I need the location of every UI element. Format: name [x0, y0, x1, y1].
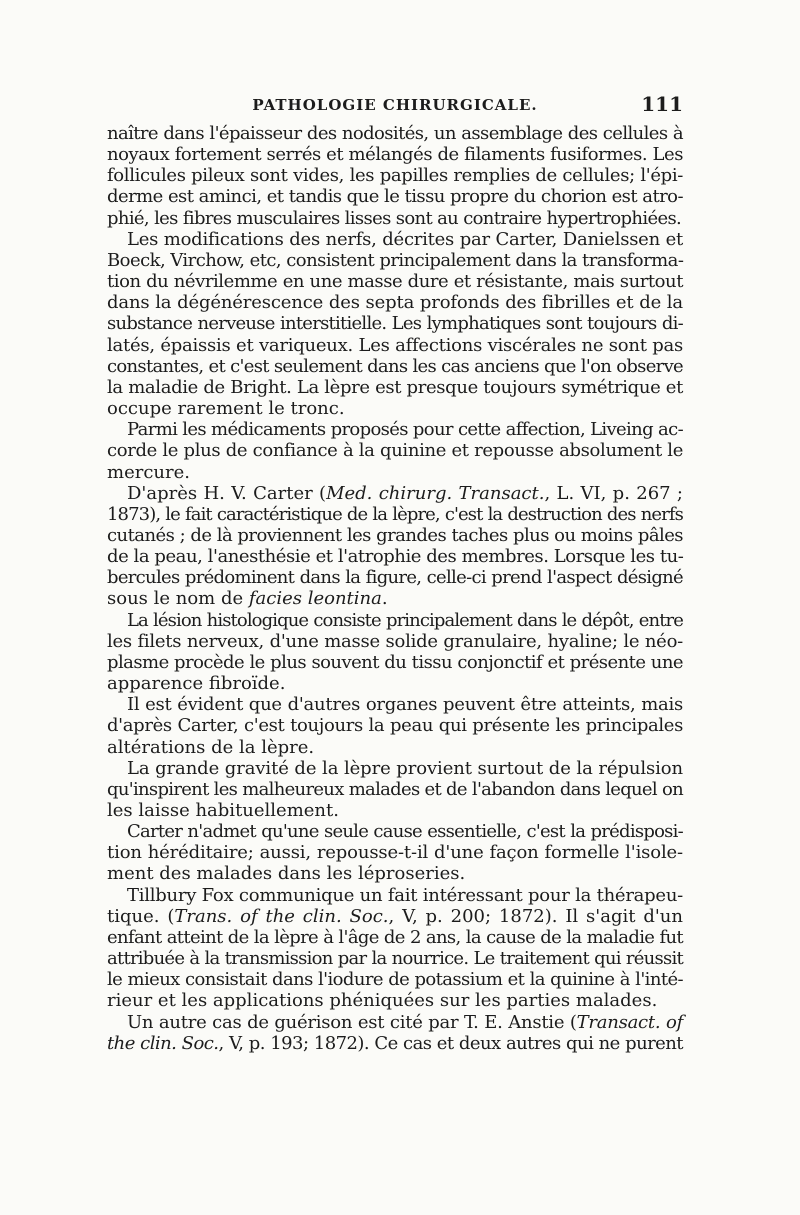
page-number: 111: [641, 92, 683, 116]
body-text: [107, 123, 683, 1054]
text-line: follicules pileux sont vides, les papilles remplies de cellules; l'épi-: [107, 165, 683, 187]
text-line: tion du névrilemme en une masse dure et résistante, mais surtout: [107, 271, 683, 293]
text-line: La lésion histologique consiste principalement dans le dépôt, entre: [127, 609, 683, 631]
text-line: naître dans l'épaisseur des nodosités, un assemblage des cellules à: [107, 123, 683, 144]
page-header: [107, 92, 683, 120]
text-line: constantes, et c'est seulement dans les cas anciens que l'on observe: [107, 355, 683, 377]
text-line: Il est évident que d'autres organes peuvent être atteints, mais: [127, 694, 683, 716]
text-line: cutanés ; de là proviennent les grandes taches plus ou moins pâles: [107, 524, 683, 546]
text-line: apparence fibroïde.: [107, 673, 286, 695]
text-line: enfant atteint de la lèpre à l'âge de 2 ans, la cause de la maladie fut: [107, 926, 683, 948]
text-line: Boeck, Virchow, etc, consistent principalement dans la transforma-: [107, 249, 684, 271]
text-line: D'après H. V. Carter (Med. chirurg. Transact., L. VI, p. 267 ;: [127, 482, 683, 504]
text-line: qu'inspirent les malheureux malades et de l'abandon dans lequel on: [107, 778, 683, 800]
text-line: corde le plus de confiance à la quinine et repousse absolument le: [107, 440, 683, 462]
text-line: la maladie de Bright. La lèpre est presque toujours symétrique et: [107, 376, 683, 398]
text-line: mercure.: [107, 461, 190, 483]
text-line: substance nerveuse interstitielle. Les lymphatiques sont toujours di-: [107, 313, 683, 335]
text-line: latés, épaissis et variqueux. Les affections viscérales ne sont pas: [107, 334, 683, 356]
text-line: ment des malades dans les léproseries.: [107, 863, 466, 885]
text-line: le mieux consistait dans l'iodure de potassium et la quinine à l'inté-: [107, 969, 683, 991]
text-line: de la peau, l'anesthésie et l'atrophie des membres. Lorsque les tu-: [107, 546, 684, 568]
text-line: Parmi les médicaments proposés pour cette affection, Liveing ac-: [127, 419, 683, 441]
text-line: Un autre cas de guérison est cité par T. E. Anstie (Transact. of: [127, 1011, 683, 1033]
text-line: derme est aminci, et tandis que le tissu propre du chorion est atro-: [107, 186, 683, 208]
text-line: dans la dégénérescence des septa profonds des fibrilles et de la: [107, 292, 683, 314]
text-line: les filets nerveux, d'une masse solide granulaire, hyaline; le néo-: [107, 630, 683, 652]
text-line: Tillbury Fox communique un fait intéressant pour la thérapeu-: [127, 884, 683, 906]
text-line: plasme procède le plus souvent du tissu conjonctif et présente une: [107, 651, 683, 673]
text-line: phié, les fibres musculaires lisses sont au contraire hypertrophiées.: [107, 207, 682, 229]
text-line: noyaux fortement serrés et mélangés de filaments fusiformes. Les: [107, 144, 683, 166]
text-line: Les modifications des nerfs, décrites par Carter, Danielssen et: [127, 228, 683, 250]
text-line: La grande gravité de la lèpre provient surtout de la répulsion: [127, 757, 683, 779]
text-line: altérations de la lèpre.: [107, 736, 315, 758]
text-line: tique. (Trans. of the clin. Soc., V, p. 200; 1872). Il s'agit d'un: [107, 905, 683, 927]
text-line: d'après Carter, c'est toujours la peau qui présente les principales: [107, 715, 683, 737]
text-line: rieur et les applications phéniquées sur les parties malades.: [107, 990, 658, 1012]
text-line: bercules prédominent dans la figure, celle-ci prend l'aspect désigné: [107, 567, 683, 589]
text-line: tion héréditaire; aussi, repousse-t-il d'une façon formelle l'isole-: [107, 842, 683, 864]
running-title: PATHOLOGIE CHIRURGICALE.: [252, 96, 538, 114]
text-line: the clin. Soc., V, p. 193; 1872). Ce cas et deux autres qui ne purent: [107, 1032, 683, 1054]
text-line: sous le nom de facies leontina.: [107, 588, 388, 610]
text-line: 1873), le fait caractéristique de la lèpre, c'est la destruction des nerfs: [107, 503, 683, 525]
text-line: occupe rarement le tronc.: [107, 398, 345, 420]
text-line: Carter n'admet qu'une seule cause essentielle, c'est la prédisposi-: [127, 821, 683, 843]
text-line: attribuée à la transmission par la nourrice. Le traitement qui réussit: [107, 948, 683, 970]
text-line: les laisse habituellement.: [107, 800, 339, 821]
